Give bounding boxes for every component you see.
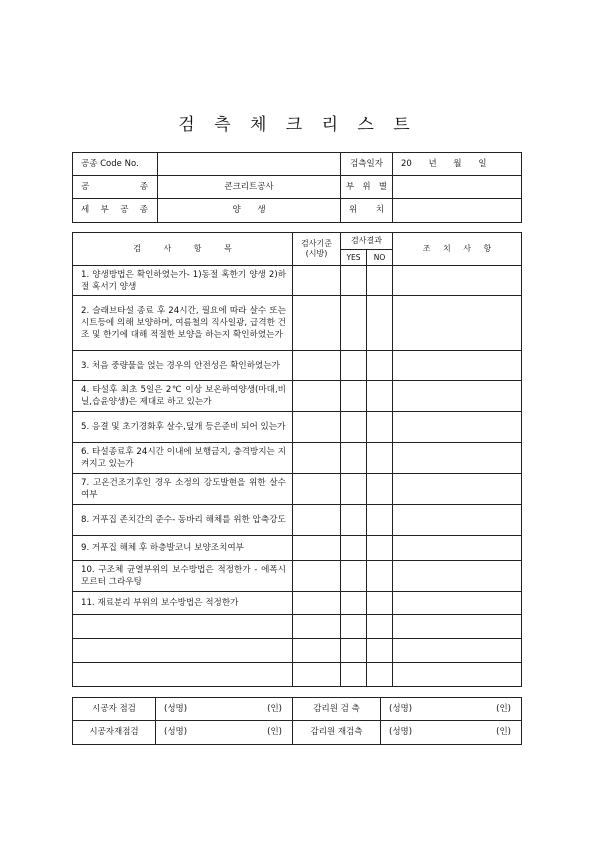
checklist-row [73, 505, 522, 536]
check-item [73, 443, 293, 474]
check-item [73, 412, 293, 443]
contractor-check-sign [156, 698, 293, 721]
check-item [73, 615, 293, 639]
check-item-text: 11. 재료분리 부위의 보수방법은 적정한가 [81, 598, 239, 608]
action-cell [393, 592, 522, 615]
supervisor-recheck-label: 감리원 재검측 [293, 721, 381, 745]
header-item: 검 사 항 목 [73, 233, 293, 266]
check-item [73, 351, 293, 381]
check-item-text: 6. 타설종료후 24시간 이내에 보행금지, 충격방지는 지켜지고 있는가 [81, 447, 286, 469]
checklist-empty-row [73, 639, 522, 663]
yes-cell [341, 615, 367, 639]
detail-label: 세 부 공 종 [73, 199, 158, 223]
action-cell [393, 561, 522, 592]
yes-cell [341, 505, 367, 536]
yes-cell [341, 639, 367, 663]
no-cell [367, 561, 393, 592]
header-yes: YES [341, 250, 367, 266]
no-cell [367, 351, 393, 381]
name-label: (성명) [164, 727, 188, 737]
name-label: (성명) [389, 703, 413, 714]
standard-cell [293, 296, 341, 351]
checklist-row [73, 536, 522, 561]
yes-cell [341, 296, 367, 351]
yes-cell [341, 592, 367, 615]
code-label: 공종 Code No. [73, 153, 158, 176]
supervisor-check-label: 감리원 검 측 [293, 698, 381, 721]
signoff-table [72, 697, 522, 745]
date-value: 20 년 월 일 [393, 153, 522, 176]
check-item [73, 592, 293, 615]
yes-cell [341, 474, 367, 505]
check-item [73, 639, 293, 663]
signoff-row-recheck [73, 721, 522, 745]
standard-cell [293, 351, 341, 381]
standard-cell [293, 505, 341, 536]
yes-cell [341, 381, 367, 412]
yes-cell [341, 351, 367, 381]
work-label: 공 종 [73, 176, 158, 199]
work-value: 콘크리트공사 [158, 176, 341, 199]
header-standard-line1: 검사기준 [301, 239, 332, 248]
no-cell [367, 592, 393, 615]
action-cell [393, 536, 522, 561]
checklist-row [73, 412, 522, 443]
check-item-text: 5. 응결 및 초기경화후 살수,덮개 등은준비 되어 있는가 [81, 422, 286, 432]
check-item [73, 474, 293, 505]
check-item-text: 7. 고온건조기후인 경우 소정의 강도발현을 위한 살수여부 [81, 478, 286, 500]
yes-cell [341, 412, 367, 443]
checklist-row [73, 381, 522, 412]
no-cell [367, 381, 393, 412]
standard-cell [293, 412, 341, 443]
header-action: 조 치 사 항 [393, 233, 522, 266]
checklist-row [73, 266, 522, 296]
check-item [73, 536, 293, 561]
supervisor-check-sign [381, 698, 522, 721]
standard-cell [293, 381, 341, 412]
info-table [72, 152, 522, 223]
no-cell [367, 474, 393, 505]
check-item [73, 505, 293, 536]
standard-cell [293, 266, 341, 296]
checklist-row [73, 592, 522, 615]
no-cell [367, 266, 393, 296]
yes-cell [341, 443, 367, 474]
action-cell [393, 351, 522, 381]
no-cell [367, 639, 393, 663]
checklist-header-row [73, 233, 522, 250]
action-cell [393, 663, 522, 687]
no-cell [367, 443, 393, 474]
action-cell [393, 381, 522, 412]
header-result: 검사결과 [341, 233, 393, 250]
checklist-row [73, 561, 522, 592]
contractor-recheck-label: 시공자재점검 [73, 721, 156, 745]
code-value [158, 153, 341, 176]
action-cell [393, 615, 522, 639]
action-cell [393, 296, 522, 351]
checklist-row [73, 351, 522, 381]
check-item [73, 381, 293, 412]
check-item-text: 3. 처음 중량물을 얹는 경우의 안전성은 확인하였는가 [81, 360, 280, 371]
no-cell [367, 536, 393, 561]
standard-cell [293, 536, 341, 561]
checklist-empty-row [73, 615, 522, 639]
action-cell [393, 639, 522, 663]
standard-cell [293, 474, 341, 505]
detail-value: 양 생 [158, 199, 341, 223]
action-cell [393, 412, 522, 443]
standard-cell [293, 663, 341, 687]
yes-cell [341, 536, 367, 561]
check-item [73, 296, 293, 351]
seal-label: (인) [496, 727, 511, 737]
yes-cell [341, 561, 367, 592]
action-cell [393, 505, 522, 536]
location-label: 위 치 [341, 199, 393, 223]
yes-cell [341, 663, 367, 687]
checklist-row [73, 296, 522, 351]
standard-cell [293, 592, 341, 615]
no-cell [367, 615, 393, 639]
no-cell [367, 412, 393, 443]
standard-cell [293, 615, 341, 639]
info-row-code [73, 153, 522, 176]
location-value [393, 199, 522, 223]
header-standard [293, 233, 341, 266]
contractor-recheck-sign [156, 721, 293, 745]
check-item-text: 4. 타설후 최초 5일은 2℃ 이상 보온하여양생(마대,비닐,습윤양생)은 제대로 하고 있는가 [81, 385, 286, 407]
supervisor-recheck-sign [381, 721, 522, 745]
name-label: (성명) [389, 727, 413, 737]
checklist-table [72, 232, 522, 687]
check-item-text: 10. 구조체 균열부위의 보수방법은 적정한가 - 에폭시모르터 그라우팅 [81, 565, 286, 587]
action-cell [393, 266, 522, 296]
standard-cell [293, 443, 341, 474]
checklist-row [73, 443, 522, 474]
seal-label: (인) [267, 727, 282, 737]
checklist-empty-row [73, 663, 522, 687]
no-cell [367, 663, 393, 687]
action-cell [393, 443, 522, 474]
name-label: (성명) [164, 703, 188, 714]
header-no: NO [367, 250, 393, 266]
no-cell [367, 296, 393, 351]
contractor-check-label: 시공자 점검 [73, 698, 156, 721]
check-item-text: 8. 거푸집 존치간의 준수- 동바리 해체를 위한 압축강도 [81, 515, 286, 525]
action-cell [393, 474, 522, 505]
checklist-row [73, 474, 522, 505]
header-standard-line2: (시방) [305, 249, 328, 258]
yes-cell [341, 266, 367, 296]
info-row-detail [73, 199, 522, 223]
standard-cell [293, 639, 341, 663]
part-value [393, 176, 522, 199]
no-cell [367, 505, 393, 536]
check-item-text: 2. 슬래브타설 종료 후 24시간, 필요에 따라 살수 또는 시트등에 의해 보양하며, 여름철의 직사일광, 급격한 건조 및 한기에 대해 적절한 보양을 하는지 확인하였는가 [81, 306, 286, 340]
document-title: 검 측 체 크 리 스 트 [178, 115, 417, 135]
seal-label: (인) [496, 703, 511, 714]
info-row-work [73, 176, 522, 199]
signoff-row-check [73, 698, 522, 721]
seal-label: (인) [267, 703, 282, 714]
check-item-text: 1. 양생방법은 확인하였는가- 1)동절 혹한기 양생 2)하절 혹서기 양생 [81, 269, 286, 292]
check-item [73, 663, 293, 687]
check-item-text: 9. 거푸집 해체 후 하층발코니 보양조치여부 [81, 543, 244, 553]
check-item [73, 266, 293, 296]
date-label: 검측일자 [341, 153, 393, 176]
check-item [73, 561, 293, 592]
standard-cell [293, 561, 341, 592]
part-label: 부 위 별 [341, 176, 393, 199]
